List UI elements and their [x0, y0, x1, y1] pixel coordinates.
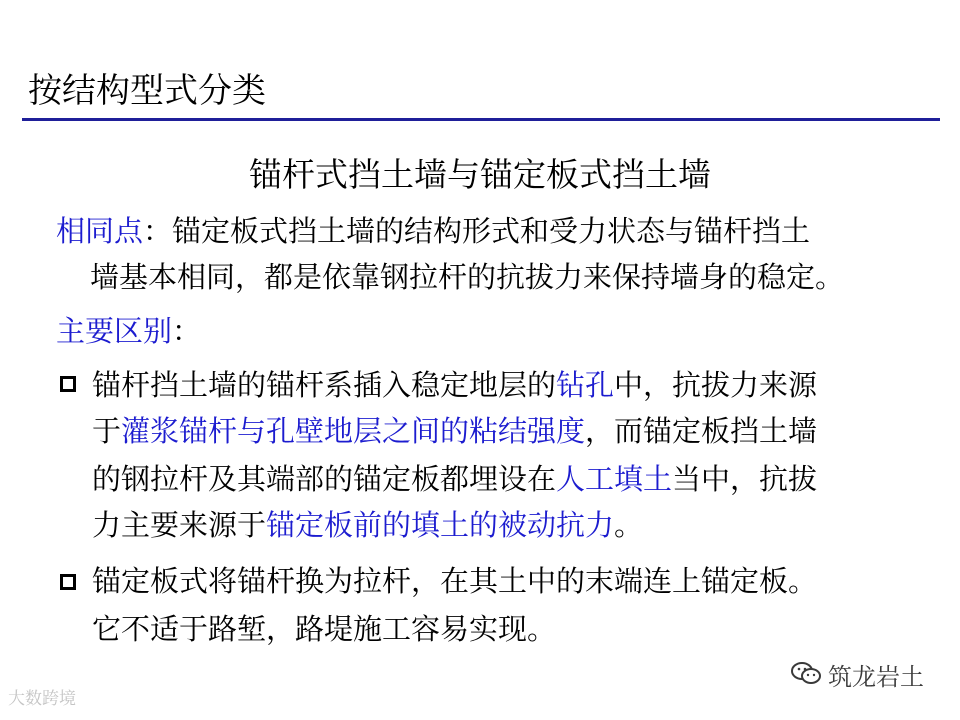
bullet1-line-3 — [92, 458, 817, 500]
brand-watermark — [790, 660, 924, 694]
bullet1-text-3c: 当中，抗拔 — [672, 462, 818, 496]
source-watermark: 大数跨境 — [8, 689, 76, 709]
bullet1-line-2 — [92, 410, 817, 452]
bullet1-line-4 — [92, 504, 643, 546]
difference-label: 主要区别 — [56, 314, 173, 348]
similarity-line-2: 墙基本相同，都是依靠钢拉杆的抗拔力来保持墙身的稳定。 — [90, 260, 845, 294]
wechat-icon — [790, 660, 822, 694]
checkbox-bullet-icon — [60, 574, 76, 590]
bullet1-text-4b: 锚定板前的填土的被动抗力 — [266, 508, 615, 542]
bullet2-line-1: 锚定板式将锚杆换为拉杆，在其土中的末端连上锚定板。 — [92, 564, 818, 598]
bullet1-text-2a: 于 — [92, 414, 122, 448]
bullet1-line-1 — [92, 364, 817, 406]
slide-subtitle: 锚杆式挡土墙与锚定板式挡土墙 — [249, 155, 711, 194]
difference-heading — [56, 310, 201, 352]
similarity-label: 相同点 — [56, 214, 144, 248]
bullet1-text-1b: 钻孔 — [556, 368, 615, 402]
bullet1-text-2b: 灌浆锚杆与孔壁地层之间的粘结强度 — [121, 414, 586, 448]
brand-name: 筑龙岩土 — [828, 663, 924, 691]
bullet1-text-1a: 锚杆挡土墙的锚杆系插入稳定地层的 — [92, 368, 557, 402]
bullet1-text-1c: 中，抗拔力来源 — [614, 368, 818, 402]
similarity-text-1: ：锚定板式挡土墙的结构形式和受力状态与锚杆挡土 — [143, 214, 811, 248]
bullet1-text-2c: ，而锚定板挡土墙 — [585, 414, 818, 448]
page-title: 按结构型式分类 — [28, 71, 266, 111]
similarity-line-1 — [56, 210, 810, 252]
bullet1-text-3b: 人工填土 — [556, 462, 673, 496]
bullet2-line-2: 它不适于路堑，路堤施工容易实现。 — [92, 612, 557, 646]
title-divider — [22, 118, 940, 121]
checkbox-bullet-icon — [60, 376, 76, 392]
bullet1-text-3a: 的钢拉杆及其端部的锚定板都埋设在 — [92, 462, 557, 496]
difference-colon: ： — [172, 314, 202, 348]
bullet1-text-4c: 。 — [614, 508, 644, 542]
bullet1-text-4a: 力主要来源于 — [92, 508, 267, 542]
